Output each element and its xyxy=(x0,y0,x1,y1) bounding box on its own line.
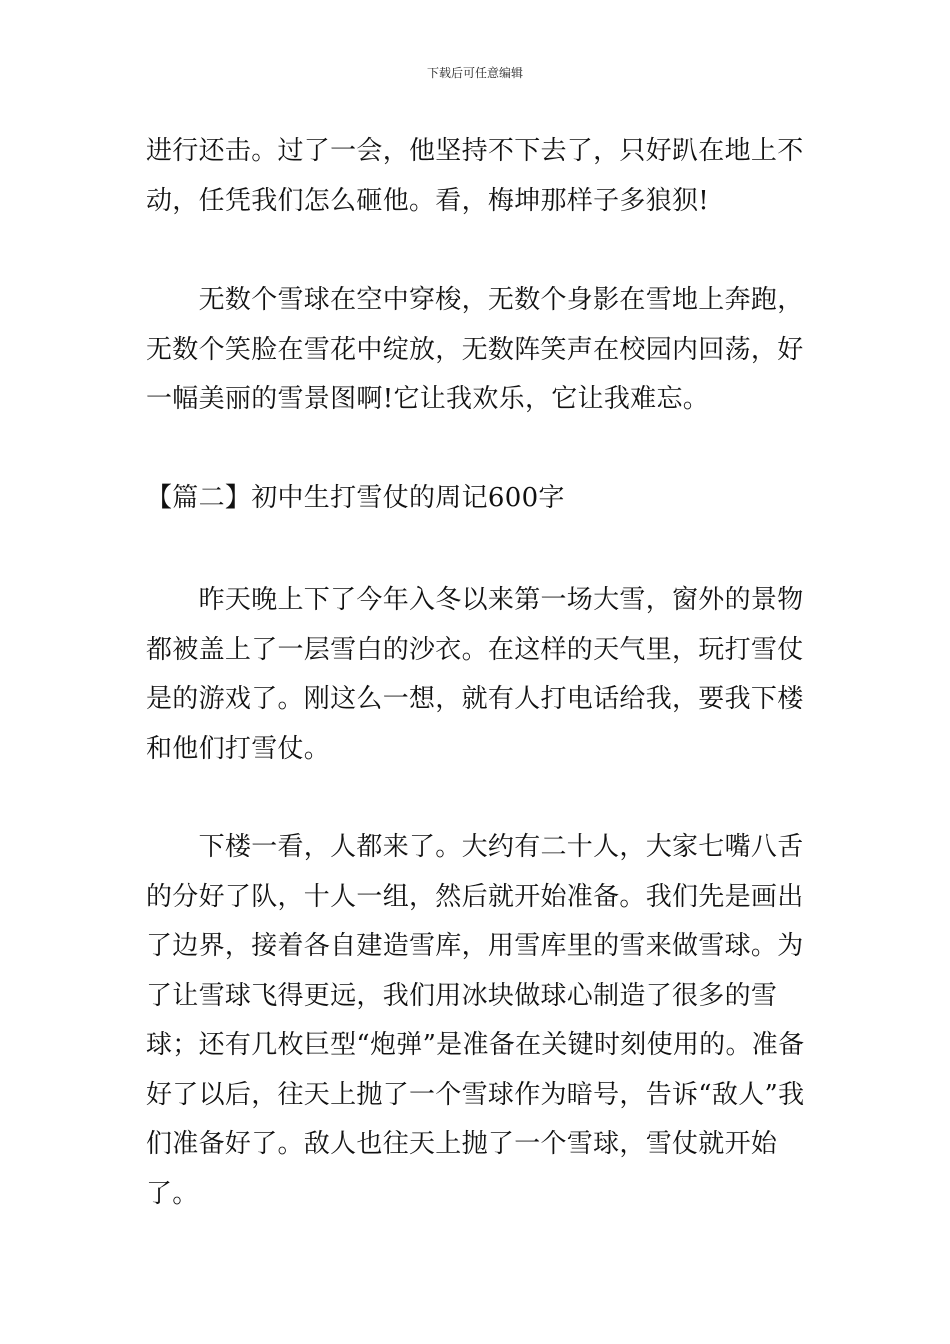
section-heading: 【篇二】初中生打雪仗的周记600字 xyxy=(146,483,565,513)
page-header: 下载后可任意编辑 xyxy=(426,66,523,80)
paragraph-snowfall: 昨天晚上下了今年入冬以来第一场大雪，窗外的景物都被盖上了一层雪白的沙衣。在这样的天气里，玩打雪仗是的游戏了。刚这么一想，就有人打电话给我，要我下楼和他们打雪仗。 xyxy=(146,585,804,764)
paragraph-snow-scene: 无数个雪球在空中穿梭，无数个身影在雪地上奔跑，无数个笑脸在雪花中绽放，无数阵笑声在校园内回荡，好一幅美丽的雪景图啊!它让我欢乐，它让我难忘。 xyxy=(146,285,804,414)
paragraph-continuation: 进行还击。过了一会，他坚持不下去了，只好趴在地上不动，任凭我们怎么砸他。看，梅坤那样子多狼狈! xyxy=(146,136,804,216)
paragraph-preparation: 下楼一看，人都来了。大约有二十人，大家七嘴八舌的分好了队，十人一组，然后就开始准备。我们先是画出了边界，接着各自建造雪库，用雪库里的雪来做雪球。为了让雪球飞得更远，我们用冰块做球心制造了很多的雪球；还有几枚巨型“炮弹”是准备在关键时刻使用的。准备好了以后，往天上抛了一个雪球作为暗号，告诉“敌人”我们准备好了。敌人也往天上抛了一个雪球，雪仗就开始了。 xyxy=(146,832,805,1209)
